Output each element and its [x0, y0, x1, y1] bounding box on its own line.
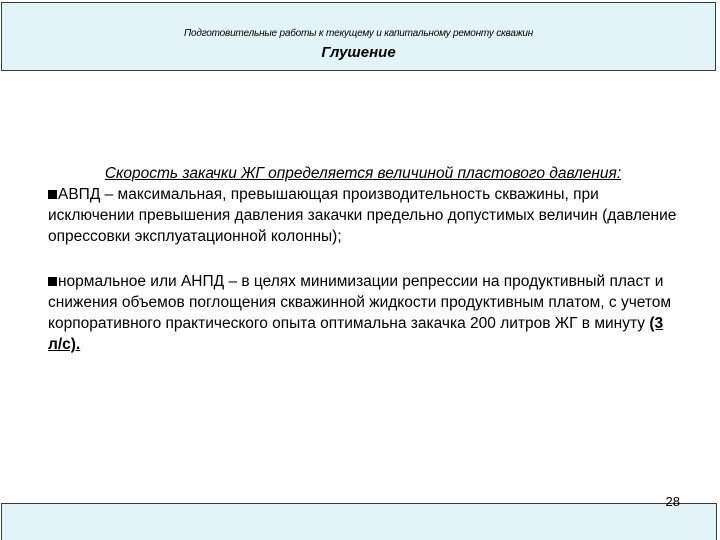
footer-band: [1, 503, 717, 540]
bullet-item: [48, 271, 678, 355]
lead-statement: Скорость закачки ЖГ определяется величиной пластового давления:: [104, 165, 622, 182]
bullet-item: [48, 184, 678, 247]
slide-title: Глушение: [321, 44, 396, 61]
square-bullet-icon: [48, 190, 57, 199]
bullet-text: нормальное или АНПД – в целях минимизации репрессии на продуктивный пласт и снижения объемов поглощения скважинной жидкости продуктивным платом, с учетом корпоративного практического опыта оптимальна закачка 200 литров ЖГ в минуту: [48, 273, 672, 332]
header-subtitle: Подготовительные работы к текущему и капитальному ремонту скважин: [183, 28, 534, 39]
bullet-text: АВПД – максимальная, превышающая производительность скважины, при исключении превышения давления закачки предельно допустимых величин (давление опрессовки эксплуатационной колонны);: [48, 186, 677, 245]
injection-rate-highlight: (3 л/с).: [48, 315, 664, 353]
header-band: [1, 2, 716, 71]
slide-content: [48, 163, 678, 355]
square-bullet-icon: [48, 277, 57, 286]
page-number: 28: [665, 494, 680, 509]
